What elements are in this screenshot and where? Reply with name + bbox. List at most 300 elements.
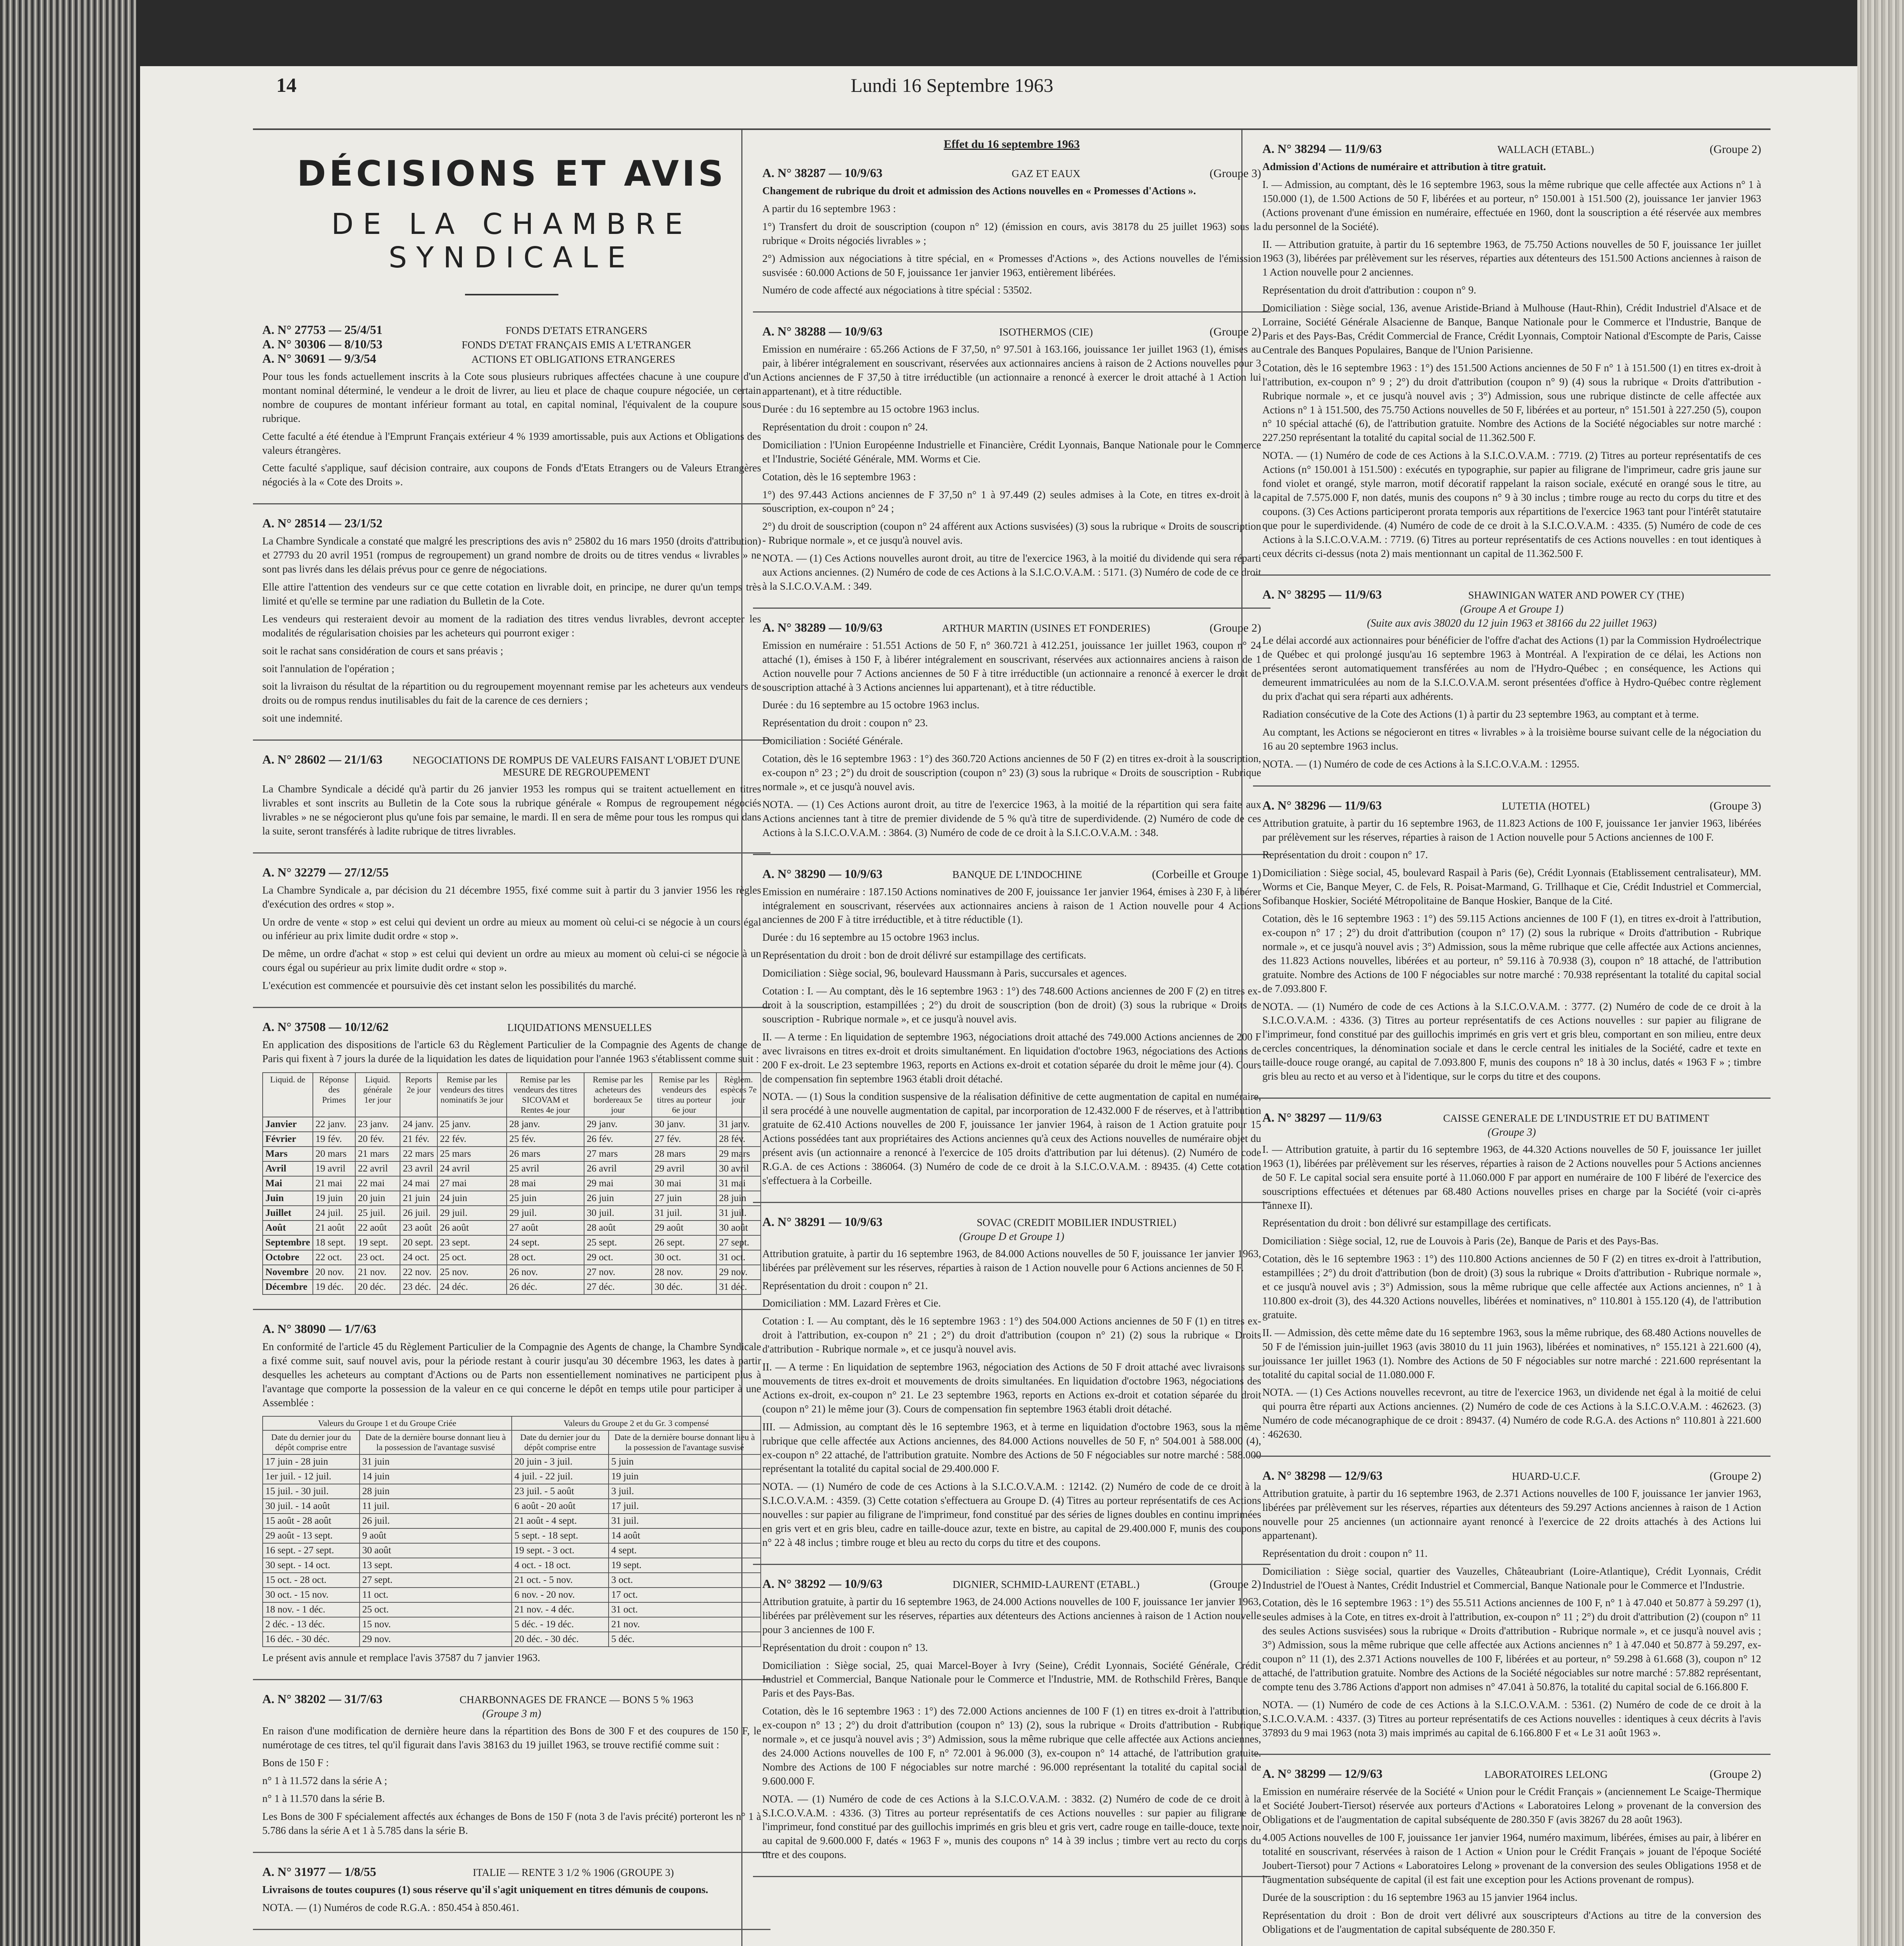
- notice-note: NOTA. — (1) Numéro de code de ces Actions à la S.I.C.O.V.A.M. : 5361. (2) Numéro de code de ce droit à la S.I.C.O.V.A.M. : 4337. (3) Titres au porteur représentatifs de ces Actions nouvelles : identiques à ceux décrits à l'avis 37893 du 9 mai 1963 (nota 3) mais imprimés au capital de 6.166.800 F et « Le 31 août 1963 ».: [1262, 1698, 1761, 1739]
- table-cell: 18 nov. - 1 déc.: [263, 1602, 360, 1617]
- table-cell: 19 avril: [313, 1161, 355, 1176]
- notice: [753, 609, 1271, 855]
- table-cell: 21 mars: [355, 1147, 400, 1161]
- notice: [753, 313, 1271, 609]
- table-cell: 19 fév.: [313, 1132, 355, 1147]
- notice-body: 1°) des 97.443 Actions anciennes de F 37,50 n° 1 à 97.449 (2) seules admises à la Cote, en titres ex-droit à la souscription, ex-coupon n° 24 ;: [762, 488, 1261, 515]
- table-cell: 11 oct.: [360, 1588, 512, 1602]
- notice-ref: A. N° 27753 — 25/4/51: [262, 323, 383, 337]
- notice-body: Domiciliation : Siège social, quartier des Vauzelles, Châteaubriant (Loire-Atlantique), Crédit Lyonnais, Crédit Industriel de l'Ouest à Nantes, Crédit Industriel et Commercial, Banque Nationale pour le Commerce et l'Industrie.: [1262, 1565, 1761, 1591]
- table-row: [263, 1161, 761, 1176]
- table-cell: 22 mai: [355, 1176, 400, 1191]
- notice: [253, 1008, 770, 1310]
- table-cell: 26 juin: [584, 1191, 652, 1206]
- table-cell: 31 juil.: [609, 1514, 761, 1528]
- notice: [253, 1310, 770, 1680]
- table-cell: 27 fév.: [652, 1132, 716, 1147]
- table-header: Réponse des Primes: [313, 1073, 355, 1117]
- table-header: Remise par les acheteurs des bordereaux 5e jour: [584, 1073, 652, 1117]
- notice-body: Cette faculté a été étendue à l'Emprunt Français extérieur 4 % 1939 amortissable, puis aux Actions et Obligations des valeurs étrangères.: [262, 430, 761, 456]
- masthead-title: DÉCISIONS ET AVIS: [297, 153, 727, 194]
- table-cell: 31 déc.: [716, 1280, 761, 1294]
- table-cell: 23 oct.: [355, 1250, 400, 1265]
- table-cell: 26 juil.: [400, 1206, 437, 1221]
- notice-ref: A. N° 38287 — 10/9/63: [762, 166, 883, 180]
- table-header: Remise par les vendeurs des titres nominatifs 3e jour: [437, 1073, 507, 1117]
- table-cell: 25 mars: [437, 1147, 507, 1161]
- notice-body: Cotation, dès le 16 septembre 1963 : 1°) des 360.720 Actions anciennes de 50 F (2) en titres ex-droit à la souscription, ex-coupon n° 23 ; 2°) du droit de souscription (coupon n° 23) (3) sous la rubrique « Droits de souscription - Rubrique normale », et ce jusqu'à nouvel avis.: [762, 753, 1261, 792]
- table-header: Date du dernier jour du dépôt comprise entre: [512, 1430, 609, 1454]
- notice: [1253, 1457, 1771, 1755]
- table-group-header: Valeurs du Groupe 1 et du Groupe Criée: [263, 1416, 512, 1430]
- table-cell: 30 sept. - 14 oct.: [263, 1558, 360, 1573]
- notice-ref: A. N° 38288 — 10/9/63: [762, 324, 883, 339]
- table-cell: 21 fév.: [400, 1132, 437, 1147]
- notice-body: En raison d'une modification de dernière heure dans la répartition des Bons de 300 F et des coupures de 150 F, le numérotage de ces titres, tel qu'il figurait dans l'avis 38163 du 19 juillet 1963, se trouve rectifié comme suit :: [262, 1725, 761, 1751]
- table-cell: 24 juin: [437, 1191, 507, 1206]
- notice-body: La Chambre Syndicale a constaté que malgré les prescriptions des avis n° 25802 du 16 mars 1950 (droits d'attribution) et 27793 du 20 avril 1951 (rompus de regroupement) un grand nombre de droits ou de titres vendus « livrables » ne sont pas livrés dans les délais prévus pour ce genre de négociations.: [262, 535, 761, 575]
- table-cell: 30 janv.: [652, 1117, 716, 1132]
- table-cell: 20 mars: [313, 1147, 355, 1161]
- table-group-header: Valeurs du Groupe 2 et du Gr. 3 compensé: [512, 1416, 761, 1430]
- notice-group: (Groupe 3 m): [482, 1708, 541, 1720]
- notice-list-item: soit la livraison du résultat de la répartition ou du regroupement moyennant remise par les acheteurs aux vendeurs de droits ou de rompus rendus inutilisables du fait de la carence de ces derniers ;: [262, 680, 761, 706]
- table-cell: 11 juil.: [360, 1499, 512, 1514]
- table-cell: 30 juil.: [584, 1206, 652, 1221]
- table-cell: 24 sept.: [507, 1235, 584, 1250]
- table-cell: 1er juil. - 12 juil.: [263, 1469, 360, 1484]
- notice-ref: A. N° 38294 — 11/9/63: [1262, 142, 1382, 156]
- table-cell: 21 nov.: [355, 1265, 400, 1280]
- table-cell: 17 juil.: [609, 1499, 761, 1514]
- table-row: [263, 1528, 761, 1543]
- table-cell: 5 juin: [609, 1454, 761, 1469]
- table-cell: 23 sept.: [437, 1235, 507, 1250]
- table-cell: 5 déc. - 19 déc.: [512, 1617, 609, 1632]
- notice-body: Domiciliation : MM. Lazard Frères et Cie.: [762, 1297, 941, 1309]
- table-cell: 4 juil. - 22 juil.: [512, 1469, 609, 1484]
- table-cell: 13 sept.: [360, 1558, 512, 1573]
- notice-company: WALLACH (ETABL.): [1497, 144, 1594, 155]
- notice-ref: A. N° 38297 — 11/9/63: [1262, 1110, 1382, 1124]
- table-row: [263, 1588, 761, 1602]
- notice-body: Cotation, dès le 16 septembre 1963 : 1°) des 55.511 Actions anciennes de 100 F, n° 1 à 47.040 et 50.877 à 59.297 (1), seules admises à la Cote, en titres ex-droit à l'attribution, ex-coupon n° 11 ; 2°) du droit d'attribution (2) (coupon n° 11 des seules Actions susvisées) sous la rubrique « Droits d'attribution - Rubrique normale », et ce jusqu'à nouvel avis ; 3°) Admission, sous la même rubrique que celle affectée aux Actions anciennes n° 1 à 47.040 et 50.877 à 59.297, ex-coupon n° 11 (1), des 2.371 Actions nouvelles de 100 F, libérées et au porteur, n° 59.298 à 61.668 (3), coupon n° 12 attaché, de l'attribution gratuite. Nombre des Actions de la Société négociables sur notre marché : 57.882 représentant, compte tenu des 3.786 Actions d'apport non admises n° 47.041 à 50.876, la totalité du capital social de 6.166.800 F.: [1262, 1597, 1761, 1693]
- notice-body: Domiciliation : Siège social, 12, rue de Louvois à Paris (2e), Banque de Paris et des Pays-Bas.: [1262, 1235, 1659, 1247]
- notice-title: ACTIONS ET OBLIGATIONS ETRANGERES: [471, 353, 676, 365]
- notice-ref: A. N° 28602 — 21/1/63: [262, 752, 383, 767]
- table-cell: 18 sept.: [313, 1235, 355, 1250]
- table-cell: 24 mai: [400, 1176, 437, 1191]
- notice-body: Attribution gratuite, à partir du 16 septembre 1963, de 84.000 Actions nouvelles de 50 F, jouissance 1er janvier 1963, libérées par prélèvement sur les réserves, réparties à raison de 1 Action nouvelle pour 6 Actions anciennes de 50 F.: [762, 1247, 1261, 1273]
- notice-body: Représentation du droit : coupon n° 13.: [762, 1641, 928, 1653]
- notice-body: Cotation, dès le 16 septembre 1963 :: [762, 471, 916, 483]
- column-2: [753, 128, 1271, 1946]
- notice-company: DIGNIER, SCHMID-LAURENT (ETABL.): [953, 1578, 1140, 1590]
- table-cell: 19 sept.: [609, 1558, 761, 1573]
- notice: [253, 1680, 770, 1853]
- table-cell: 26 nov.: [507, 1265, 584, 1280]
- notice-body: Durée : du 16 septembre au 15 octobre 1963 inclus.: [762, 931, 979, 943]
- notice-body: II. — Admission, dès cette même date du 16 septembre 1963, sous la même rubrique, des 68.480 Actions nouvelles de 50 F de l'émission juin-juillet 1963 (avis 38010 du 11 juin 1963), libérées et nominatives, n° 155.121 à 221.600 (4), jouissance 1er juillet 1963 (1). Nombre des Actions de 50 F négociables sur notre marché : 221.600 représentant la totalité du capital social de 11.080.000 F.: [1262, 1326, 1761, 1380]
- table-header: Règlem. espèces 7e jour: [716, 1073, 761, 1117]
- notice-body: Représentation du droit : coupon n° 24.: [762, 421, 928, 433]
- notice: [253, 1853, 770, 1930]
- table-cell: 28 mai: [507, 1176, 584, 1191]
- table-cell: 25 sept.: [584, 1235, 652, 1250]
- notice: [1253, 130, 1771, 576]
- table-row: [263, 1514, 761, 1528]
- table-row: [263, 1206, 761, 1221]
- notice-ref: A. N° 38296 — 11/9/63: [1262, 798, 1382, 812]
- liquidation-table: [262, 1072, 761, 1295]
- table-cell: 28 nov.: [652, 1265, 716, 1280]
- table-header: Liquid. générale 1er jour: [355, 1073, 400, 1117]
- table-cell: 22 avril: [355, 1161, 400, 1176]
- table-row: [263, 1499, 761, 1514]
- notice-group: (Groupe 2): [1209, 1577, 1261, 1591]
- notice-body: L'exécution est commencée et poursuivie dès cet instant selon les possibilités du marché.: [262, 980, 636, 992]
- table-cell: 27 nov.: [584, 1265, 652, 1280]
- notice-body: 2°) Admission aux négociations à titre spécial, en « Promesses d'Actions », des Actions nouvelles de l'émission susvisée : 60.000 Actions de 50 F, jouissance 1er janvier 1963, entièrement libérées.: [762, 252, 1261, 278]
- notice-group: (Groupe 2): [1709, 143, 1761, 156]
- table-cell: 14 juin: [360, 1469, 512, 1484]
- table-cell: 21 août - 4 sept.: [512, 1514, 609, 1528]
- notice-heading: Admission d'Actions de numéraire et attribution à titre gratuit.: [1262, 161, 1546, 172]
- table-cell: 23 juil. - 5 août: [512, 1484, 609, 1499]
- table-cell: 26 août: [437, 1221, 507, 1235]
- table-row: [263, 1558, 761, 1573]
- notice-body: Cotation, dès le 16 septembre 1963 : 1°) des 72.000 Actions anciennes de 100 F (1) en titres ex-droit à l'attribution, ex-coupon n° 13 ; 2°) du droit d'attribution (coupon n° 13) (2), sous la rubrique « Droits d'attribution - Rubrique normale », et ce jusqu'à nouvel avis ; 3°) Admission, sous la même rubrique que celle affectée aux Actions anciennes, des 24.000 Actions nouvelles de 100 F, n° 72.001 à 96.000 (3), ex-coupon n° 14 attaché, de l'attribution gratuite. Nombre des Actions de 100 F négociables sur notre marché : 96.000 représentant la totalité du capital social de 9.600.000 F.: [762, 1705, 1261, 1787]
- table-cell: 30 août: [716, 1221, 761, 1235]
- notice-body: De même, un ordre d'achat « stop » est celui qui devient un ordre au mieux au moment où celui-ci se négocie à un cours égal ou supérieur au prix limite dudit ordre « stop ».: [262, 948, 761, 974]
- table-row: [263, 1602, 761, 1617]
- table-cell: 9 août: [360, 1528, 512, 1543]
- table-cell: 25 juil.: [355, 1206, 400, 1221]
- table-cell: 24 avril: [437, 1161, 507, 1176]
- notice-ref: A. N° 32279 — 27/12/55: [262, 865, 389, 879]
- table-header: Remise par les vendeurs des titres SICOVAM et Rentes 4e jour: [507, 1073, 584, 1117]
- notice: [253, 741, 770, 854]
- notice-group: (Groupe A et Groupe 1): [1460, 603, 1564, 616]
- notice-body: Radiation consécutive de la Cote des Actions (1) à partir du 23 septembre 1963, au comptant et à terme.: [1262, 708, 1699, 720]
- masthead-rule: [465, 294, 558, 295]
- table-cell: 21 nov. - 4 déc.: [512, 1602, 609, 1617]
- notice: [1253, 1755, 1771, 1946]
- table-cell: 31 juin: [360, 1454, 512, 1469]
- table-header: Reports 2e jour: [400, 1073, 437, 1117]
- table-cell: 29 mars: [716, 1147, 761, 1161]
- table-row-label: Février: [263, 1132, 313, 1147]
- table-header: Liquid. de: [263, 1073, 313, 1117]
- table-cell: 24 oct.: [400, 1250, 437, 1265]
- table-cell: 22 janv.: [313, 1117, 355, 1132]
- table-row: [263, 1132, 761, 1147]
- notice-note: NOTA. — (1) Numéro de code de ces Actions à la S.I.C.O.V.A.M. : 3832. (2) Numéro de code de ce droit à la S.I.C.O.V.A.M. : 4336. (3) Titres au porteur représentatifs de ces Actions nouvelles : sur papier au filigrane de l'imprimeur, fond constitué par des guillochis imprimés en gris bleu et gris vert, cadre rouge en taille-douce, texte noir, au capital de 9.600.000 F, datés « 1963 F », munis des coupons n° 14 à 39 inclus ; timbre vert au recto du corps du titre et des coupons.: [762, 1793, 1261, 1861]
- notice-body: Les Bons de 300 F spécialement affectés aux échanges de Bons de 150 F (nota 3 de l'avis précité) porteront les n° 1 à 5.786 dans la série A et 1 à 5.785 dans la série B.: [262, 1810, 761, 1836]
- notice-company: HUARD-U.C.F.: [1512, 1470, 1580, 1482]
- notice-note: NOTA. — (1) Numéros de code R.G.A. : 850.454 à 850.461.: [262, 1901, 519, 1913]
- table-cell: 19 sept.: [355, 1235, 400, 1250]
- table-cell: 26 juil.: [360, 1514, 512, 1528]
- notice-body: Elle attire l'attention des vendeurs sur ce que cette cotation en livrable doit, en principe, ne durer qu'un temps très limité et qu'elle se termine par une radiation du Bulletin de la Cote.: [262, 581, 761, 607]
- notice-ref: A. N° 31977 — 1/8/55: [262, 1864, 376, 1879]
- table-cell: 29 juil.: [437, 1206, 507, 1221]
- notice-body: Numéro de code affecté aux négociations à titre spécial : 53502.: [762, 284, 1032, 296]
- table-cell: 30 août: [360, 1543, 512, 1558]
- table-cell: 27 août: [507, 1221, 584, 1235]
- notice: [753, 154, 1271, 313]
- notice: [1253, 1099, 1771, 1457]
- notice-title: NEGOCIATIONS DE ROMPUS DE VALEURS FAISANT L'OBJET D'UNE MESURE DE REGROUPEMENT: [412, 754, 741, 778]
- notice-body: Domiciliation : Société Générale.: [762, 735, 903, 747]
- table-row: [263, 1176, 761, 1191]
- notice-body: 4.005 Actions nouvelles de 100 F, jouissance 1er janvier 1964, numéro maximum, libérées, émises au pair, à libérer en totalité en souscrivant, réservées à raison de 1 Action « Union pour le Crédit Français » jouant de l'époque Société Joubert-Tiersot) pour 7 Actions « Laboratoires Lelong » provenant de la conversion des seules Obligations 1958 et de l'augmentation subséquente de capital (il est fait une exception pour les Actions provenant de rompus).: [1262, 1832, 1761, 1885]
- notice-body: I. — Admission, au comptant, dès le 16 septembre 1963, sous la même rubrique que celle affectée aux Actions n° 1 à 150.000 (1), de 1.500 Actions de 50 F, libérées et au porteur, n° 150.001 à 151.500 (2), jouissance 1er janvier 1963 (Actions provenant d'une émission en numéraire, effectuée en 1960, dont la souscription a été réservée aux membres du personnel de la Société).: [1262, 178, 1761, 232]
- notice-body: Emission en numéraire : 187.150 Actions nominatives de 200 F, jouissance 1er janvier 1964, émises à 230 F, à libérer intégralement en souscrivant, réservées aux actionnaires anciens à raison de 1 Action nouvelle pour 4 Actions anciennes de 200 F à titre irréductible, et à titre réductible (1).: [762, 885, 1261, 926]
- table-cell: 19 déc.: [313, 1280, 355, 1294]
- table-cell: 20 déc.: [355, 1280, 400, 1294]
- table-row-label: Novembre: [263, 1265, 313, 1280]
- table-cell: 24 janv.: [400, 1117, 437, 1132]
- notice-body: Cotation : I. — Au comptant, dès le 16 septembre 1963 : 1°) des 504.000 Actions anciennes de 50 F (1) en titres ex-droit à l'attribution, ex-coupon n° 21 ; 2°) du droit d'attribution (coupon n° 21) (2) sous la rubrique « Droits d'attribution - Rubrique normale », et ce jusqu'à nouvel avis.: [762, 1315, 1261, 1355]
- table-cell: 21 août: [313, 1221, 355, 1235]
- table-cell: 29 janv.: [584, 1117, 652, 1132]
- notice-body: Emission en numéraire : 65.266 Actions de F 37,50, n° 97.501 à 163.166, jouissance 1er juillet 1963 (1), émises au pair, à libérer intégralement en souscrivant, réservées aux actionnaires anciens à raison de 2 Actions nouvelles pour 3 Actions anciennes de F 37,50 à titre irréductible (un actionnaire a renoncé à exercer le droit attaché à 1 Action lui appartenant), et à titre réductible.: [762, 343, 1261, 397]
- notice-body: La Chambre Syndicale a, par décision du 21 décembre 1955, fixé comme suit à partir du 3 janvier 1956 les règles d'exécution des ordres « stop ».: [262, 884, 761, 910]
- notice-body: Domiciliation : Siège social, 45, boulevard Raspail à Paris (6e), Crédit Lyonnais (Etablissement centralisateur), MM. Worms et Cie, Banque Meyer, C. de Fels, R. Poisat-Marmand, G. Trillhaque et Cie, Crédit Industriel et Commercial, Sofibanque Hoskier, Société Métropolitaine de Banque Hoskier, Banque de la Cité.: [1262, 867, 1761, 907]
- table-cell: 15 nov.: [360, 1617, 512, 1632]
- notice-ref: A. N° 37508 — 10/12/62: [262, 1020, 389, 1034]
- notice-body: Attribution gratuite, à partir du 16 septembre 1963, de 2.371 Actions nouvelles de 100 F, jouissance 1er janvier 1963, libérées par prélèvement sur les réserves, réparties aux détenteurs des 59.297 Actions anciennes à raison de 1 Action nouvelle pour 25 anciennes (un actionnaire ayant renoncé à l'exercice de 22 droits attachés à des Actions lui appartenant).: [1262, 1488, 1761, 1541]
- table-cell: 28 oct.: [507, 1250, 584, 1265]
- table-cell: 24 déc.: [437, 1280, 507, 1294]
- table-cell: 22 août: [355, 1221, 400, 1235]
- notice-body: Représentation du droit : coupon n° 23.: [762, 717, 928, 729]
- table-cell: 26 fév.: [584, 1132, 652, 1147]
- table-row-label: Août: [263, 1221, 313, 1235]
- table-cell: 22 fév.: [437, 1132, 507, 1147]
- notice-body: n° 1 à 11.570 dans la série B.: [262, 1792, 385, 1804]
- table-cell: 25 fév.: [507, 1132, 584, 1147]
- notice-body: Représentation du droit : Bon de droit vert délivré aux souscripteurs d'Actions au titre de la conversion des Obligations et de l'augmentation de capital subséquente de 280.350 F.: [1262, 1909, 1761, 1935]
- notice-body: Emission en numéraire réservée de la Société « Union pour le Crédit Français » (anciennement Le Scaige-Thermique et Société Joubert-Tiersot) réservée aux porteurs d'Actions « Laboratoires Lelong » provenant de la conversion des Obligations et de l'augmentation de capital subséquente de 280.350 F (avis 38267 du 28 août 1963).: [1262, 1786, 1761, 1826]
- table-row-label: Septembre: [263, 1235, 313, 1250]
- notice-title: FONDS D'ETATS ETRANGERS: [505, 325, 648, 336]
- table-cell: 26 avril: [584, 1161, 652, 1176]
- notice: [253, 854, 770, 1008]
- notice: [1253, 787, 1771, 1099]
- deposit-dates-table: [262, 1416, 761, 1647]
- notice-body: Domiciliation : Siège social, 136, avenue Aristide-Briand à Mulhouse (Haut-Rhin), Crédit Industriel d'Alsace et de Lorraine, Société Générale Alsacienne de Banque, Banque Nationale pour le Commerce et l'Industrie, Banque de Paris et des Pays-Bas, Crédit Commercial de France, Crédit Lyonnais, Comptoir National d'Escompte de Paris, Caisse Centrale des Banques Populaires, Banque de l'Union Parisienne.: [1262, 302, 1761, 356]
- notice-ref: A. N° 38290 — 10/9/63: [762, 866, 883, 881]
- notice-company: GAZ ET EAUX: [1011, 168, 1081, 179]
- table-cell: 15 août - 28 août: [263, 1514, 360, 1528]
- notice-body: Attribution gratuite, à partir du 16 septembre 1963, de 11.823 Actions de 100 F, jouissance 1er janvier 1963, libérées par prélèvement sur les réserves, réparties à raison de 1 Action nouvelle pour 5 Actions anciennes de 100 F.: [1262, 817, 1761, 843]
- notice-body: En application des dispositions de l'article 63 du Règlement Particulier de la Compagnie des Agents de change de Paris qui fixent à 7 jours la durée de la liquidation les dates de liquidation pour l'année 1963 s'établissent comme suit :: [262, 1039, 761, 1064]
- notice-body: II. — Attribution gratuite, à partir du 16 septembre 1963, de 75.750 Actions nouvelles de 50 F, jouissance 1er juillet 1963 (3), libérées par prélèvement sur les réserves, réparties aux détenteurs des 151.500 Actions anciennes à raison de 1 Action nouvelle pour 2 anciennes.: [1262, 238, 1761, 278]
- notice-list-item: soit l'annulation de l'opération ;: [262, 662, 395, 674]
- notice-ref: A. N° 38289 — 10/9/63: [762, 620, 883, 634]
- table-cell: 21 mai: [313, 1176, 355, 1191]
- notice-group: (Groupe 2): [1709, 1768, 1761, 1781]
- table-cell: 2 déc. - 13 déc.: [263, 1617, 360, 1632]
- page-date: Lundi 16 Septembre 1963: [851, 74, 1053, 96]
- column-1: [253, 128, 770, 1946]
- table-cell: 22 nov.: [400, 1265, 437, 1280]
- table-cell: 31 oct.: [716, 1250, 761, 1265]
- notice-ref: A. N° 38202 — 31/7/63: [262, 1692, 383, 1706]
- table-row-label: Octobre: [263, 1250, 313, 1265]
- table-cell: 6 août - 20 août: [512, 1499, 609, 1514]
- table-cell: 24 juil.: [313, 1206, 355, 1221]
- notice-body: Le présent avis annule et remplace l'avis 37587 du 7 janvier 1963.: [262, 1652, 540, 1664]
- table-row-label: Avril: [263, 1161, 313, 1176]
- table-header: Remise par les vendeurs des titres au porteur 6e jour: [652, 1073, 716, 1117]
- notice-ref: A. N° 28514 — 23/1/52: [262, 516, 383, 530]
- table-cell: 29 août - 13 sept.: [263, 1528, 360, 1543]
- table-cell: 29 juil.: [507, 1206, 584, 1221]
- notice-body: II. — A terme : En liquidation de septembre 1963, négociations droit attaché des 749.000 Actions anciennes de 200 F avec livraisons en titres ex-droit et droits simultanément. En liquidation d'octobre 1963, négociations des Actions de 200 F ex-droit. Le 23 septembre 1963, reports en Actions ex-droit et cotation séparée du droit le même jour (4). Cours de compensation fin septembre 1963 établi droit détaché.: [762, 1031, 1261, 1085]
- table-header: Date de la dernière bourse donnant lieu à la possession de l'avantage susvisé: [360, 1430, 512, 1454]
- table-row-label: Décembre: [263, 1280, 313, 1294]
- notice-body: La Chambre Syndicale a décidé qu'à partir du 26 janvier 1953 les rompus qui se traitent actuellement en titres livrables et sont inscrits au Bulletin de la Cote sous la rubrique générale « Rompus de regroupement négociés livrables » ne se négocieront plus qu'une fois par semaine, le mardi. Il en sera de même pour tous les rompus qui dans la suite, seront transférés à ladite rubrique de titres livrables.: [262, 783, 761, 837]
- table-cell: 28 juin: [716, 1191, 761, 1206]
- notice-note: NOTA. — (1) Numéro de code de ces Actions à la S.I.C.O.V.A.M. : 7719. (2) Titres au porteur représentatifs de ces Actions (n° 150.001 à 151.500) : exécutés en typographie, sur papier au filigrane de l'imprimeur, cadre gris jaune sur fond violet et orangé, style marron, motif décoratif rappelant la raison sociale, exécuté en orangé sous le titre, au capital de 7.575.000 F, non datés, munis des coupons n° 9 à 30 inclus ; timbre rouge au recto du corps du titre et des coupons. (3) Ces Actions participeront prorata temporis aux répartitions de l'exercice 1963 tant pour l'intérêt statutaire que pour le superdividende. (4) Numéro de code de ce droit à la S.I.C.O.V.A.M. : 4335. (5) Numéro de code de ces Actions à la S.I.C.O.V.A.M. : 7719. (6) Titres au porteur représentatifs de ces Actions nouvelles : en tout identiques à ceux décrits ci-dessus (nota 2) mais mentionnant un capital de 11.362.500 F.: [1262, 450, 1761, 559]
- notice-body: Emission en numéraire : 51.551 Actions de 50 F, n° 360.721 à 412.251, jouissance 1er juillet 1963, coupon n° 24 attaché (1), émises à 150 F, à libérer intégralement en souscrivant, réservées aux actionnaires anciens à raison de 1 Action nouvelle pour 7 Actions anciennes de 50 F à titre irréductible (un actionnaire a renoncé à exercer le droit de souscription attaché à 3 Actions anciennes lui appartenant), et à titre réductible.: [762, 639, 1261, 693]
- table-cell: 31 oct.: [609, 1602, 761, 1617]
- table-cell: 4 sept.: [609, 1543, 761, 1558]
- table-cell: 25 oct.: [437, 1250, 507, 1265]
- notice-body: Domiciliation : Siège social, 96, boulevard Haussmann à Paris, succursales et agences.: [762, 967, 1127, 979]
- table-cell: 28 mars: [652, 1147, 716, 1161]
- table-row: [263, 1221, 761, 1235]
- notice-body: Les vendeurs qui resteraient devoir au moment de la radiation des titres vendus livrables, devront accepter les modalités de régularisation choisies par les acheteurs qui pourront exiger :: [262, 613, 761, 639]
- table-cell: 27 mars: [584, 1147, 652, 1161]
- notice-body: I. — Attribution gratuite, à partir du 16 septembre 1963, de 44.320 Actions nouvelles de 50 F, jouissance 1er juillet 1963 (1), libérées par prélèvement sur les réserves, réparties à raison de 2 Actions nouvelles pour 5 Actions anciennes de 50 F. Le capital social sera ensuite porté à 11.060.000 F par apport en numéraire de 100 F libéré de l'exercice des souscriptions effectuées et détenues par 68.480 Actions nouvelles prises en charge par la Société (voir ci-après l'annexe II).: [1262, 1143, 1761, 1211]
- table-cell: 3 juil.: [609, 1484, 761, 1499]
- notice-body: Cotation, dès le 16 septembre 1963 : 1°) des 151.500 Actions anciennes de 50 F n° 1 à 151.500 (1) en titres ex-droit à l'attribution, ex-coupon n° 9 ; 2°) du droit d'attribution (coupon n° 9) (4) sous la rubrique « Droits d'attribution - Rubrique normale », et ce jusqu'à nouvel avis ; 3°) Admission, sous une rubrique distincte de celle affectée aux Actions n° 1 à 151.500, des 75.750 Actions nouvelles de 50 F, libérées et au porteur, n° 151.501 à 227.250 (5), coupon n° 10 spécial attaché (6), de l'attribution gratuite. Nombre des Actions de la Société négociables sur notre marché : 227.250 représentant la totalité du capital social de 11.362.500 F.: [1262, 362, 1761, 444]
- table-cell: 28 août: [584, 1221, 652, 1235]
- table-row: [263, 1280, 761, 1294]
- table-cell: 28 janv.: [507, 1117, 584, 1132]
- notice-company: LABORATOIRES LELONG: [1484, 1769, 1608, 1781]
- table-cell: 16 sept. - 27 sept.: [263, 1543, 360, 1558]
- notice-body: Représentation du droit : coupon n° 21.: [762, 1279, 928, 1291]
- table-cell: 30 oct. - 15 nov.: [263, 1588, 360, 1602]
- notice-body: Livraisons de toutes coupures (1) sous réserve qu'il s'agit uniquement en titres démunis de coupons.: [262, 1883, 708, 1895]
- notice: [253, 311, 770, 504]
- notice-list-item: soit le rachat sans considération de cours et sans préavis ;: [262, 645, 504, 657]
- table-cell: 25 avril: [507, 1161, 584, 1176]
- table-cell: 19 sept. - 3 oct.: [512, 1543, 609, 1558]
- table-cell: 27 déc.: [584, 1280, 652, 1294]
- notice-body: Représentation du droit d'attribution : coupon n° 9.: [1262, 284, 1476, 296]
- notice-group: (Groupe 3): [1487, 1126, 1536, 1138]
- notice-heading: Changement de rubrique du droit et admission des Actions nouvelles en « Promesses d'Actions ».: [762, 185, 1196, 197]
- notice-ref: A. N° 30691 — 9/3/54: [262, 351, 376, 365]
- table-cell: 17 oct.: [609, 1588, 761, 1602]
- effective-date: Effet du 16 septembre 1963: [944, 138, 1080, 151]
- notice-body: Domiciliation : l'Union Européenne Industrielle et Financière, Crédit Lyonnais, Banque Nationale pour le Commerce et l'Industrie, Société Générale, MM. Worms et Cie.: [762, 439, 1261, 465]
- notice-body: Cotation, dès le 16 septembre 1963 : 1°) des 110.800 Actions anciennes de 50 F (2) en titres ex-droit à l'attribution, estampillées ; 2°) du droit d'attribution (bon de droit) (3) sous la rubrique « Droits d'attribution - Rubrique normale », et ce jusqu'à nouvel avis ; 3°) Admission, sous la même rubrique que celle affectée aux Actions anciennes, n° 1 à 110.800 ex-droit (3), des 44.320 Actions nouvelles, libérées et nominatives, n° 110.801 à 155.120 (4), de l'attribution gratuite.: [1262, 1253, 1761, 1321]
- notice-body: Attribution gratuite, à partir du 16 septembre 1963, de 24.000 Actions nouvelles de 100 F, jouissance 1er janvier 1963, libérées par prélèvement sur les réserves, réparties aux détenteurs des Actions anciennes à raison de 1 Action nouvelle pour 3 anciennes de 100 F.: [762, 1595, 1261, 1635]
- table-cell: 19 juin: [609, 1469, 761, 1484]
- table-row: [263, 1265, 761, 1280]
- table-cell: 6 nov. - 20 nov.: [512, 1588, 609, 1602]
- table-cell: 30 déc.: [652, 1280, 716, 1294]
- notice-body: Représentation du droit : bon de droit délivré sur estampillage des certificats.: [762, 949, 1086, 961]
- table-cell: 29 mai: [584, 1176, 652, 1191]
- table-row: [263, 1543, 761, 1558]
- notice-body: En conformité de l'article 45 du Règlement Particulier de la Compagnie des Agents de change, la Chambre Syndicale a fixé comme suit, sauf nouvel avis, pour la période restant à courir jusqu'au 30 décembre 1963, les dates à partir desquelles les acheteurs au comptant d'Actions ou de Parts non essentiellement nominatives ne participent plus à l'avantage que comporte la possession de la valeur en ce qui concerne le dépôt en temps utile pour participer à une Assemblée :: [262, 1340, 761, 1409]
- notice-note: NOTA. — (1) Sous la condition suspensive de la réalisation définitive de cette augmentation de capital en numéraire, il sera procédé à une nouvelle augmentation de capital, par incorporation de 12.432.000 F de réserves, et à l'attribution gratuite de 62.410 Actions nouvelles de 200 F, jouissance 1er janvier 1964, à raison de 1 Action gratuite pour 15 Actions possédées tant aux propriétaires des Actions anciennes qu'à ceux des Actions nouvelles de numéraire objet du présent avis (un actionnaire a renoncé à l'exercice de 105 droits d'attribution par lui détenus). (2) Numéro de code R.G.A. de ces Actions : 386064. (3) Numéro de code de ce droit à la S.I.C.O.V.A.M. : 89435. (4) Cette cotation s'effectuera à la Corbeille.: [762, 1091, 1261, 1186]
- table-cell: 5 déc.: [609, 1632, 761, 1647]
- notice-company: ITALIE — RENTE 3 1/2 % 1906 (GROUPE 3): [473, 1866, 674, 1878]
- table-cell: 25 oct.: [360, 1602, 512, 1617]
- notice-company: ISOTHERMOS (CIE): [999, 326, 1093, 338]
- notice-list-item: soit une indemnité.: [262, 712, 343, 724]
- table-cell: 30 mai: [652, 1176, 716, 1191]
- notice-body: Domiciliation : Siège social, 25, quai Marcel-Boyer à Ivry (Seine), Crédit Lyonnais, Société Générale, Crédit Industriel et Commercial, Banque Nationale pour le Commerce et l'Industrie, MM. de Rothschild Frères, Banque de Paris et des Pays-Bas.: [762, 1659, 1261, 1699]
- notice-body: A partir du 16 septembre 1963 :: [762, 202, 896, 214]
- notice-company: BANQUE DE L'INDOCHINE: [952, 868, 1082, 880]
- notice-note: NOTA. — (1) Numéro de code de ces Actions à la S.I.C.O.V.A.M. : 12955.: [1262, 758, 1579, 770]
- notice: [753, 1565, 1271, 1877]
- table-row: [263, 1235, 761, 1250]
- notice-company: LUTETIA (HOTEL): [1502, 800, 1590, 812]
- table-cell: 23 août: [400, 1221, 437, 1235]
- table-row-label: Janvier: [263, 1117, 313, 1132]
- notice-group: (Groupe D et Groupe 1): [959, 1230, 1065, 1243]
- notice-title: LIQUIDATIONS MENSUELLES: [507, 1022, 652, 1034]
- table-cell: 30 oct.: [652, 1250, 716, 1265]
- notice-ref: A. N° 38292 — 10/9/63: [762, 1576, 883, 1591]
- table-row: [263, 1191, 761, 1206]
- table-cell: 17 juin - 28 juin: [263, 1454, 360, 1469]
- notice-ref: A. N° 38295 — 11/9/63: [1262, 587, 1382, 602]
- notice-company: SOVAC (CREDIT MOBILIER INDUSTRIEL): [977, 1216, 1176, 1228]
- table-cell: 29 avril: [652, 1161, 716, 1176]
- notice-title: FONDS D'ETAT FRANÇAIS EMIS A L'ETRANGER: [462, 339, 691, 351]
- notice-body: Durée : du 16 septembre au 15 octobre 1963 inclus.: [762, 699, 979, 711]
- table-row: [263, 1632, 761, 1647]
- table-cell: 22 mars: [400, 1147, 437, 1161]
- page-number: 14: [276, 74, 297, 97]
- notice-ref: A. N° 38298 — 12/9/63: [1262, 1468, 1383, 1483]
- table-cell: 20 nov.: [313, 1265, 355, 1280]
- table-cell: 25 juin: [507, 1191, 584, 1206]
- table-cell: 31 juil.: [716, 1206, 761, 1221]
- table-cell: 19 juin: [313, 1191, 355, 1206]
- notice: [753, 855, 1271, 1203]
- notice-body: Au comptant, les Actions se négocieront en titres « livrables » à la troisième bourse suivant celle de la négociation du 16 au 20 septembre 1963 inclus.: [1262, 726, 1761, 752]
- table-cell: 27 sept.: [716, 1235, 761, 1250]
- notice-company: CAISSE GENERALE DE L'INDUSTRIE ET DU BATIMENT: [1443, 1112, 1709, 1124]
- table-cell: 25 nov.: [437, 1265, 507, 1280]
- table-cell: 29 août: [652, 1221, 716, 1235]
- table-cell: 15 oct. - 28 oct.: [263, 1573, 360, 1588]
- notice: [1253, 576, 1771, 786]
- table-cell: 27 sept.: [360, 1573, 512, 1588]
- table-row: [263, 1469, 761, 1484]
- table-cell: 26 mars: [507, 1147, 584, 1161]
- table-cell: 27 mai: [437, 1176, 507, 1191]
- table-cell: 26 sept.: [652, 1235, 716, 1250]
- table-cell: 15 juil. - 30 juil.: [263, 1484, 360, 1499]
- table-cell: 21 oct. - 5 nov.: [512, 1573, 609, 1588]
- notice-body: Un ordre de vente « stop » est celui qui devient un ordre au mieux au moment où celui-ci se négocie à un cours égal ou inférieur au prix limite dudit ordre « stop ».: [262, 916, 761, 942]
- notice-body: Cette faculté s'applique, sauf décision contraire, aux coupons de Fonds d'Etats Etrangers ou de Valeurs Etrangères négociés à la « Cote des Droits ».: [262, 462, 761, 488]
